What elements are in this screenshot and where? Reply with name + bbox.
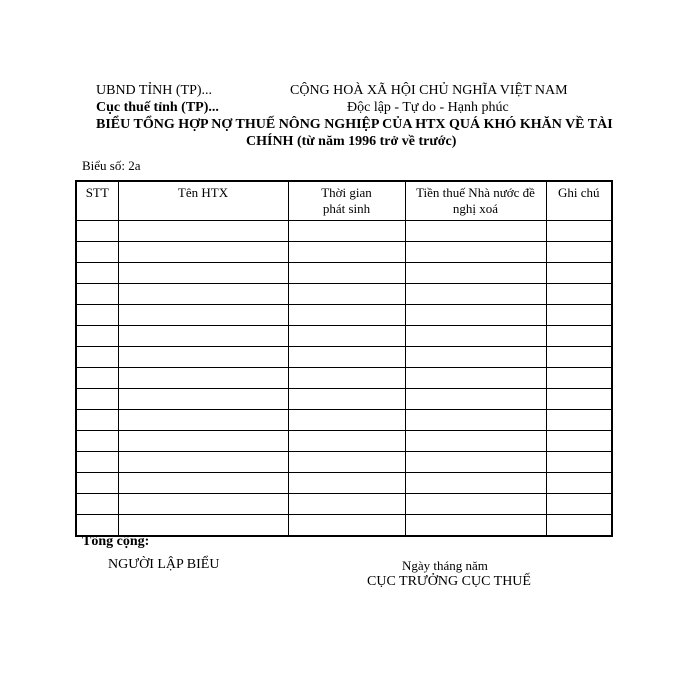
table-cell	[288, 263, 405, 284]
table-cell	[405, 515, 546, 537]
table-cell	[405, 221, 546, 242]
table-cell	[76, 452, 118, 473]
table-cell	[288, 326, 405, 347]
table-row	[76, 326, 612, 347]
table-cell	[288, 242, 405, 263]
table-cell	[76, 221, 118, 242]
table-cell	[546, 452, 612, 473]
table-cell	[546, 389, 612, 410]
table-cell	[288, 431, 405, 452]
table-cell	[546, 326, 612, 347]
table-row	[76, 263, 612, 284]
table-cell	[405, 431, 546, 452]
column-header-line: Ghi chú	[557, 185, 600, 200]
table-cell	[118, 389, 288, 410]
table-cell	[118, 347, 288, 368]
column-header-line: Tên HTX	[177, 185, 229, 200]
table-cell	[288, 389, 405, 410]
table-cell	[76, 368, 118, 389]
table-cell	[546, 263, 612, 284]
table-cell	[405, 473, 546, 494]
table-row	[76, 368, 612, 389]
column-header-line: Thời gian	[321, 185, 372, 200]
national-motto: CỘNG HOÀ XÃ HỘI CHỦ NGHĨA VIỆT NAM	[290, 83, 568, 98]
table-cell	[118, 242, 288, 263]
table-cell	[288, 221, 405, 242]
form-title-line2: CHÍNH (từ năm 1996 trở về trước)	[246, 134, 457, 149]
table-row	[76, 515, 612, 537]
table-cell	[76, 263, 118, 284]
table-row	[76, 431, 612, 452]
table-cell	[546, 221, 612, 242]
table-cell	[76, 284, 118, 305]
table-cell	[288, 452, 405, 473]
date-line: Ngày tháng năm	[402, 558, 488, 573]
table-cell	[288, 494, 405, 515]
table-cell	[405, 494, 546, 515]
table-cell	[405, 347, 546, 368]
table-body	[76, 221, 612, 537]
table-cell	[546, 515, 612, 537]
table-cell	[76, 242, 118, 263]
table-cell	[546, 284, 612, 305]
preparer-signature-label: NGƯỜI LẬP BIỂU	[108, 557, 220, 572]
table-cell	[118, 410, 288, 431]
table-row	[76, 452, 612, 473]
table-cell	[546, 410, 612, 431]
total-label: Tổng cộng:	[82, 534, 150, 549]
table-header-row	[76, 181, 612, 221]
table-cell	[405, 305, 546, 326]
table-row	[76, 221, 612, 242]
tax-debt-table	[75, 180, 613, 537]
column-header-proposed-writeoff	[405, 181, 546, 221]
table-cell	[546, 305, 612, 326]
province-committee: UBND TỈNH (TP)...	[96, 83, 213, 98]
column-header-cooperative-name	[118, 181, 288, 221]
table-cell	[288, 410, 405, 431]
table-cell	[546, 347, 612, 368]
table-cell	[546, 368, 612, 389]
column-header-stt	[76, 181, 118, 221]
table-cell	[288, 305, 405, 326]
table-cell	[118, 221, 288, 242]
table-cell	[118, 284, 288, 305]
table-row	[76, 494, 612, 515]
table-cell	[118, 368, 288, 389]
table-cell	[546, 473, 612, 494]
table-cell	[405, 284, 546, 305]
column-header-line: STT	[85, 185, 109, 200]
table-cell	[76, 410, 118, 431]
column-header-line: nghị xoá	[452, 201, 499, 216]
table-cell	[288, 515, 405, 537]
table-cell	[405, 242, 546, 263]
table-cell	[76, 494, 118, 515]
table-cell	[118, 473, 288, 494]
table-cell	[76, 431, 118, 452]
table-cell	[76, 305, 118, 326]
director-signature-label: CỤC TRƯỞNG CỤC THUẾ	[367, 574, 531, 589]
table-cell	[405, 389, 546, 410]
form-title-line1: BIỂU TỔNG HỢP NỢ THUẾ NÔNG NGHIỆP CỦA HTX QUÁ KHÓ KHĂN VỀ TÀI	[96, 117, 613, 132]
table-cell	[288, 473, 405, 494]
column-header-notes	[546, 181, 612, 221]
tax-department: Cục thuế tỉnh (TP)...	[96, 100, 219, 115]
table-cell	[118, 494, 288, 515]
table-cell	[288, 368, 405, 389]
table-cell	[76, 389, 118, 410]
table-cell	[76, 473, 118, 494]
table-cell	[405, 452, 546, 473]
table-cell	[405, 410, 546, 431]
table-cell	[118, 431, 288, 452]
table-cell	[288, 284, 405, 305]
table-cell	[118, 305, 288, 326]
table-row	[76, 242, 612, 263]
table-cell	[405, 326, 546, 347]
table-cell	[546, 494, 612, 515]
table-row	[76, 389, 612, 410]
table-cell	[546, 242, 612, 263]
table-cell	[288, 347, 405, 368]
table-cell	[118, 452, 288, 473]
table-row	[76, 473, 612, 494]
table-cell	[76, 326, 118, 347]
form-number: Biểu số: 2a	[82, 158, 141, 173]
table-cell	[118, 326, 288, 347]
table-row	[76, 347, 612, 368]
table-cell	[118, 515, 288, 537]
table-row	[76, 305, 612, 326]
table-row	[76, 410, 612, 431]
national-slogan: Độc lập - Tự do - Hạnh phúc	[347, 100, 509, 115]
table-cell	[76, 515, 118, 537]
table-cell	[76, 347, 118, 368]
table-cell	[546, 431, 612, 452]
column-header-time-arising	[288, 181, 405, 221]
table-row	[76, 284, 612, 305]
table-cell	[118, 263, 288, 284]
column-header-line: Tiền thuế Nhà nước đề	[416, 185, 535, 200]
table-cell	[405, 263, 546, 284]
column-header-line: phát sinh	[322, 201, 371, 216]
table-cell	[405, 368, 546, 389]
